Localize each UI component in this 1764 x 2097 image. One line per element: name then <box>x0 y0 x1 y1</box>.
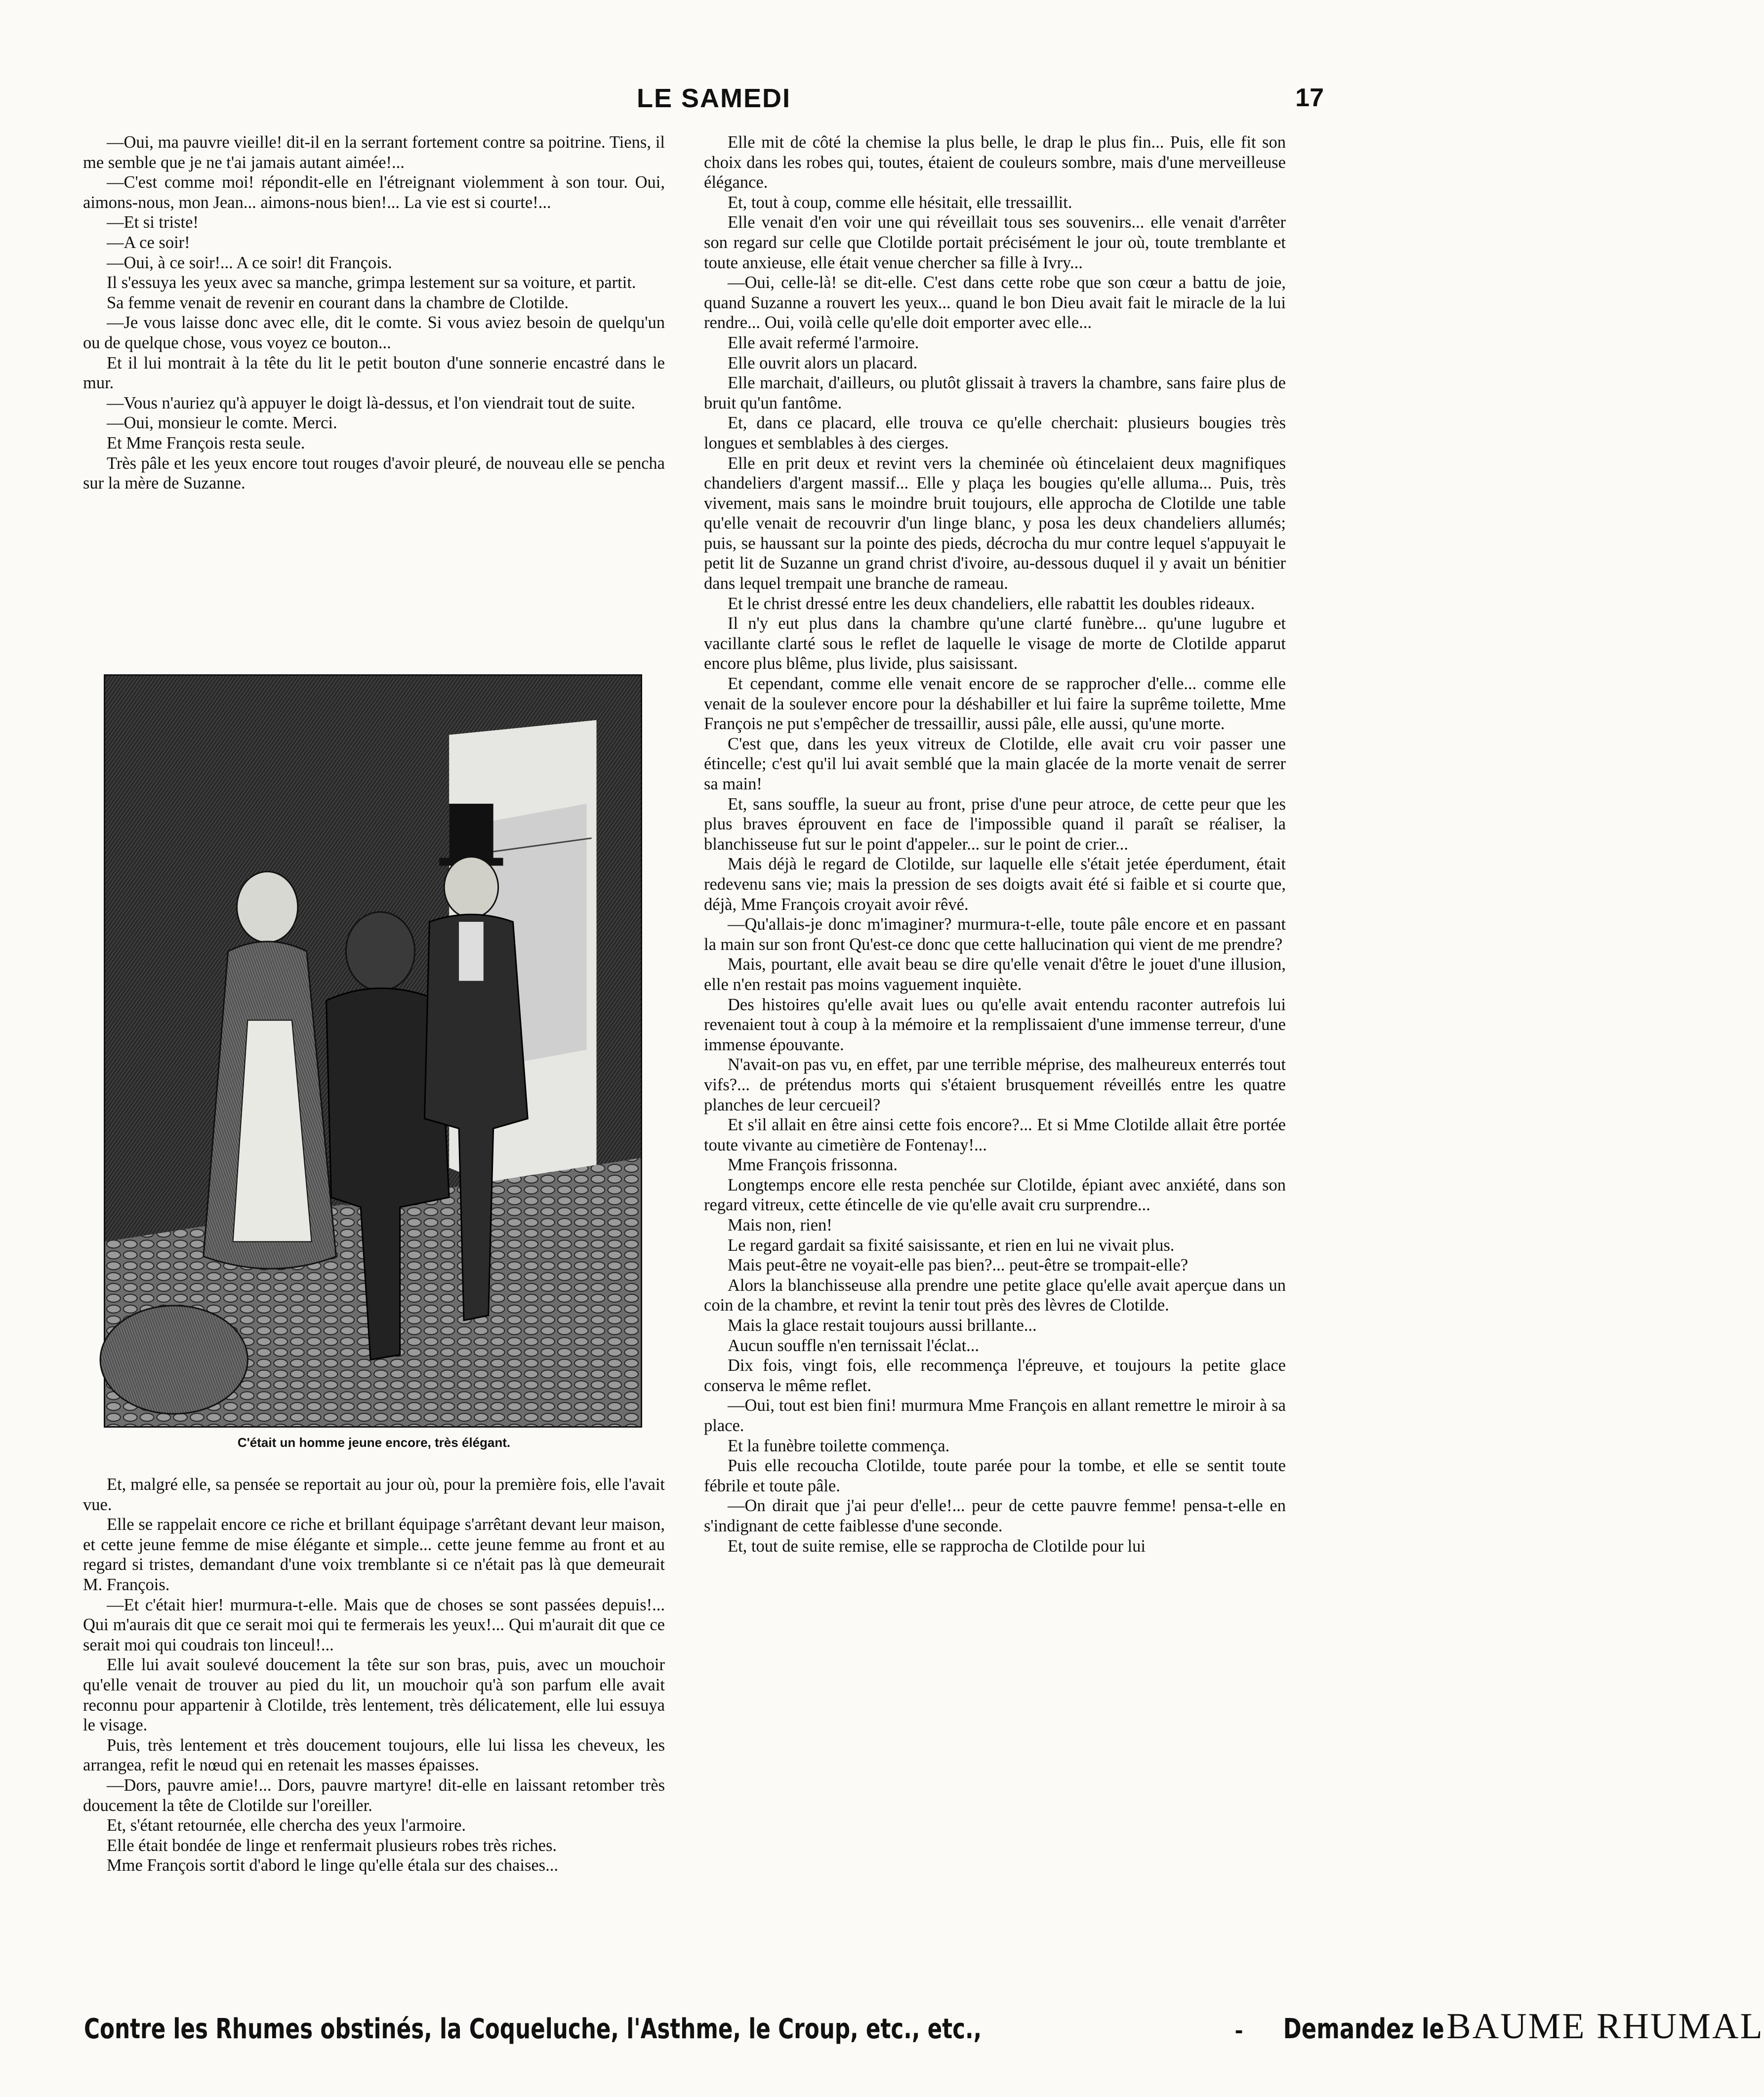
paragraph: Il n'y eut plus dans la chambre qu'une clarté funèbre... qu'une lugubre et vacillante clarté sous le reflet de laquelle le visage de morte de Clotilde apparut encore plus blême, plus livide, plus saisissant. <box>704 614 1286 673</box>
ad-dash: - <box>1234 2016 1243 2044</box>
page-number: 17 <box>1295 83 1324 112</box>
paragraph: Mme François sortit d'abord le linge qu'elle étala sur des chaises... <box>107 1856 558 1875</box>
ad-remedy-list: Contre les Rhumes obstinés, la Coqueluche, l'Asthme, le Croup, etc., etc., <box>84 2013 982 2045</box>
paragraph: Alors la blanchisseuse alla prendre une petite glace qu'elle avait aperçue dans un coin de la chambre, et revint la tenir tout près des lèvres de Clotilde. <box>704 1275 1286 1315</box>
page-header <box>104 83 1324 123</box>
paragraph: Et il lui montrait à la tête du lit le petit bouton d'une sonnerie encastré dans le mur. <box>83 353 665 393</box>
ad-brand-name: BAUME RHUMAL <box>1446 2006 1764 2047</box>
paragraph: Sa femme venait de revenir en courant dans la chambre de Clotilde. <box>107 293 569 312</box>
paragraph: N'avait-on pas vu, en effet, par une terrible méprise, des malheureux enterrés tout vifs?... de prétendus morts qui s'étaient brusquement réveillés entre les quatre planches de leur cercueil? <box>704 1055 1286 1114</box>
paragraph: Et la funèbre toilette commença. <box>728 1436 950 1455</box>
paragraph: Aucun souffle n'en ternissait l'éclat... <box>728 1336 980 1355</box>
paragraph: —Qu'allais-je donc m'imaginer? murmura-t-elle, toute pâle encore et en passant la main sur son front Qu'est-ce donc que cette hallucination qui vient de me prendre? <box>704 915 1286 954</box>
paragraph: Elle marchait, d'ailleurs, ou plutôt glissait à travers la chambre, sans faire plus de bruit qu'un fantôme. <box>704 373 1286 412</box>
paragraph: —Dors, pauvre amie!... Dors, pauvre martyre! dit-elle en laissant retomber très doucement la tête de Clotilde sur l'oreiller. <box>83 1775 665 1815</box>
paragraph: Mais la glace restait toujours aussi brillante... <box>728 1316 1037 1335</box>
right-column <box>704 132 1286 1556</box>
paragraph: —Oui, ma pauvre vieille! dit-il en la serrant fortement contre sa poitrine. Tiens, il me semble que je ne t'ai jamais autant aimée!... <box>83 133 665 172</box>
paragraph: Et le christ dressé entre les deux chandeliers, elle rabattit les doubles rideaux. <box>728 594 1255 613</box>
paragraph: Très pâle et les yeux encore tout rouges d'avoir pleuré, de nouveau elle se pencha sur la mère de Suzanne. <box>83 453 665 493</box>
paragraph: Puis, très lentement et très doucement toujours, elle lui lissa les cheveux, les arrangea, refit le nœud qui en retenait les masses épaisses. <box>83 1735 665 1775</box>
paragraph: Et, s'étant retournée, elle chercha des yeux l'armoire. <box>107 1816 466 1835</box>
paragraph: Elle se rappelait encore ce riche et brillant équipage s'arrêtant devant leur maison, et cette jeune femme de mise élégante et simple... cette jeune femme au front et au regard si tristes, demandant d'une voix tremblante si ce n'était pas là que demeurait M. François. <box>83 1515 665 1594</box>
paragraph: Mais peut-être ne voyait-elle pas bien?... peut-être se trompait-elle? <box>728 1256 1189 1275</box>
illustration-caption: C'était un homme jeune encore, très élégant. <box>237 1435 511 1450</box>
left-column-bottom <box>83 1475 665 1876</box>
paragraph: Elle venait d'en voir une qui réveillait tous ses souvenirs... elle venait d'arrêter son regard sur celle que Clotilde portait précisément le jour où, toute tremblante et toute anxieuse, elle était venue chercher sa fille à Ivry... <box>704 213 1286 272</box>
paragraph: Et Mme François resta seule. <box>107 433 305 452</box>
paragraph: —Et c'était hier! murmura-t-elle. Mais que de choses se sont passées depuis!... Qui m'aurais dit que ce serait moi qui te fermerais les yeux!... Qui m'aurait dit que ce serait moi qui coudrais ton linceul!... <box>83 1595 665 1654</box>
paragraph: —On dirait que j'ai peur d'elle!... peur de cette pauvre femme! pensa-t-elle en s'indignant de cette faiblesse d'une seconde. <box>704 1496 1286 1535</box>
paragraph: —Je vous laisse donc avec elle, dit le comte. Si vous aviez besoin de quelqu'un ou de quelque chose, vous voyez ce bouton... <box>83 313 665 352</box>
paragraph: —Vous n'auriez qu'à appuyer le doigt là-dessus, et l'on viendrait tout de suite. <box>107 393 636 412</box>
masthead-title: LE SAMEDI <box>636 83 791 113</box>
paragraph: Dix fois, vingt fois, elle recommença l'épreuve, et toujours la petite glace conserva le même reflet. <box>704 1356 1286 1395</box>
paragraph: —Et si triste! <box>107 213 199 232</box>
paragraph: Et, dans ce placard, elle trouva ce qu'elle cherchait: plusieurs bougies très longues et semblables à des cierges. <box>704 413 1286 452</box>
paragraph: —C'est comme moi! répondit-elle en l'étreignant violemment à son tour. Oui, aimons-nous, mon Jean... aimons-nous bien!... La vie est si courte!... <box>83 173 665 212</box>
illustration-image <box>105 676 641 1426</box>
paragraph: Elle en prit deux et revint vers la cheminée où étincelaient deux magnifiques chandeliers d'argent massif... Elle y plaça les bougies qu'elle alluma... Puis, très vivement, mais sans le moindre bruit toujours, elle approcha de Clotilde une table qu'elle venait de recouvrir d'un linge blanc, y posa les deux chandeliers allumés; puis, se haussant sur la pointe des pieds, décrocha du mur contre lequel s'appuyait le petit lit de Suzanne un grand christ d'ivoire, au-dessous duquel il y avait un bénitier dans lequel trempait une branche de rameau. <box>704 453 1286 593</box>
paragraph: Elle lui avait soulevé doucement la tête sur son bras, puis, avec un mouchoir qu'elle venait de trouver au pied du lit, un mouchoir qu'à son parfum elle avait reconnu pour appartenir à Clotilde, très lentement, très délicatement, elle lui essuya le visage. <box>83 1655 665 1735</box>
paragraph: —Oui, tout est bien fini! murmura Mme François en allant remettre le miroir à sa place. <box>704 1396 1286 1435</box>
paragraph: —Oui, celle-là! se dit-elle. C'est dans cette robe que son cœur a battu de joie, quand Suzanne a rouvert les yeux... quand le bon Dieu avait fait le miracle de la lui rendre... Oui, voilà celle qu'elle doit emporter avec elle... <box>704 273 1286 332</box>
paragraph: Le regard gardait sa fixité saisissante, et rien en lui ne vivait plus. <box>728 1235 1175 1255</box>
ad-brand-prefix: Demandez le <box>1283 2013 1445 2045</box>
engraving-illustration <box>104 674 642 1428</box>
paragraph: Et, sans souffle, la sueur au front, prise d'une peur atroce, de cette peur que les plus braves éprouvent en face de l'impossible quand il paraît se réaliser, la blanchisseuse fut sur le point d'appeler... sur le point de crier... <box>704 794 1286 854</box>
paragraph: Et, tout à coup, comme elle hésitait, elle tressaillit. <box>728 193 1072 212</box>
paragraph: Elle mit de côté la chemise la plus belle, le drap le plus fin... Puis, elle fit son choix dans les robes qui, toutes, étaient de couleurs sombre, mais d'une merveilleuse élégance. <box>704 133 1286 192</box>
paragraph: Elle était bondée de linge et renfermait plusieurs robes très riches. <box>107 1836 557 1855</box>
paragraph: C'est que, dans les yeux vitreux de Clotilde, elle avait cru voir passer une étincelle; c'est qu'il lui avait semblé que la main glacée de la morte venait de serrer sa main! <box>704 734 1286 793</box>
paragraph: —Oui, à ce soir!... A ce soir! dit François. <box>107 253 392 272</box>
paragraph: Et s'il allait en être ainsi cette fois encore?... Et si Mme Clotilde allait être portée toute vivante au cimetière de Fontenay!... <box>704 1115 1286 1154</box>
paragraph: Elle avait refermé l'armoire. <box>728 333 919 352</box>
paragraph: Mais non, rien! <box>728 1216 832 1235</box>
paragraph: Elle ouvrit alors un placard. <box>728 353 918 372</box>
paragraph: —A ce soir! <box>107 233 190 252</box>
paragraph: Il s'essuya les yeux avec sa manche, grimpa lestement sur sa voiture, et partit. <box>107 273 636 292</box>
advertisement-footer <box>84 2006 1764 2050</box>
paragraph: Puis elle recoucha Clotilde, toute parée pour la tombe, et elle se sentit toute fébrile et toute pâle. <box>704 1456 1286 1495</box>
paragraph: Mme François frissonna. <box>728 1155 898 1175</box>
paragraph: Et, tout de suite remise, elle se rapprocha de Clotilde pour lui <box>728 1536 1146 1556</box>
paragraph: Mais déjà le regard de Clotilde, sur laquelle elle s'était jetée éperdument, était redevenu sans vie; mais la pression de ses doigts avait été si faible et si courte que, déjà, Mme François croyait avoir rêvé. <box>704 855 1286 914</box>
paragraph: —Oui, monsieur le comte. Merci. <box>107 413 337 433</box>
paragraph: Et cependant, comme elle venait encore de se rapprocher d'elle... comme elle venait de la soulever encore pour la déshabiller et lui faire la suprême toilette, Mme François ne put s'empêcher de tressaillir, aussi pâle, elle aussi, qu'une morte. <box>704 674 1286 734</box>
paragraph: Des histoires qu'elle avait lues ou qu'elle avait entendu raconter autrefois lui revenaient tout à coup à la mémoire et la remplissaient d'une immense terreur, d'une immense épouvante. <box>704 995 1286 1054</box>
left-column-top <box>83 132 665 493</box>
paragraph: Longtemps encore elle resta penchée sur Clotilde, épiant avec anxiété, dans son regard vitreux, cette étincelle de vie qu'elle avait cru surprendre... <box>704 1175 1286 1215</box>
ad-brand <box>1243 2006 1764 2048</box>
paragraph: Et, malgré elle, sa pensée se reportait au jour où, pour la première fois, elle l'avait vue. <box>83 1475 665 1514</box>
paragraph: Mais, pourtant, elle avait beau se dire qu'elle venait d'être le jouet d'une illusion, elle n'en restait pas moins vaguement inquiète. <box>704 955 1286 994</box>
